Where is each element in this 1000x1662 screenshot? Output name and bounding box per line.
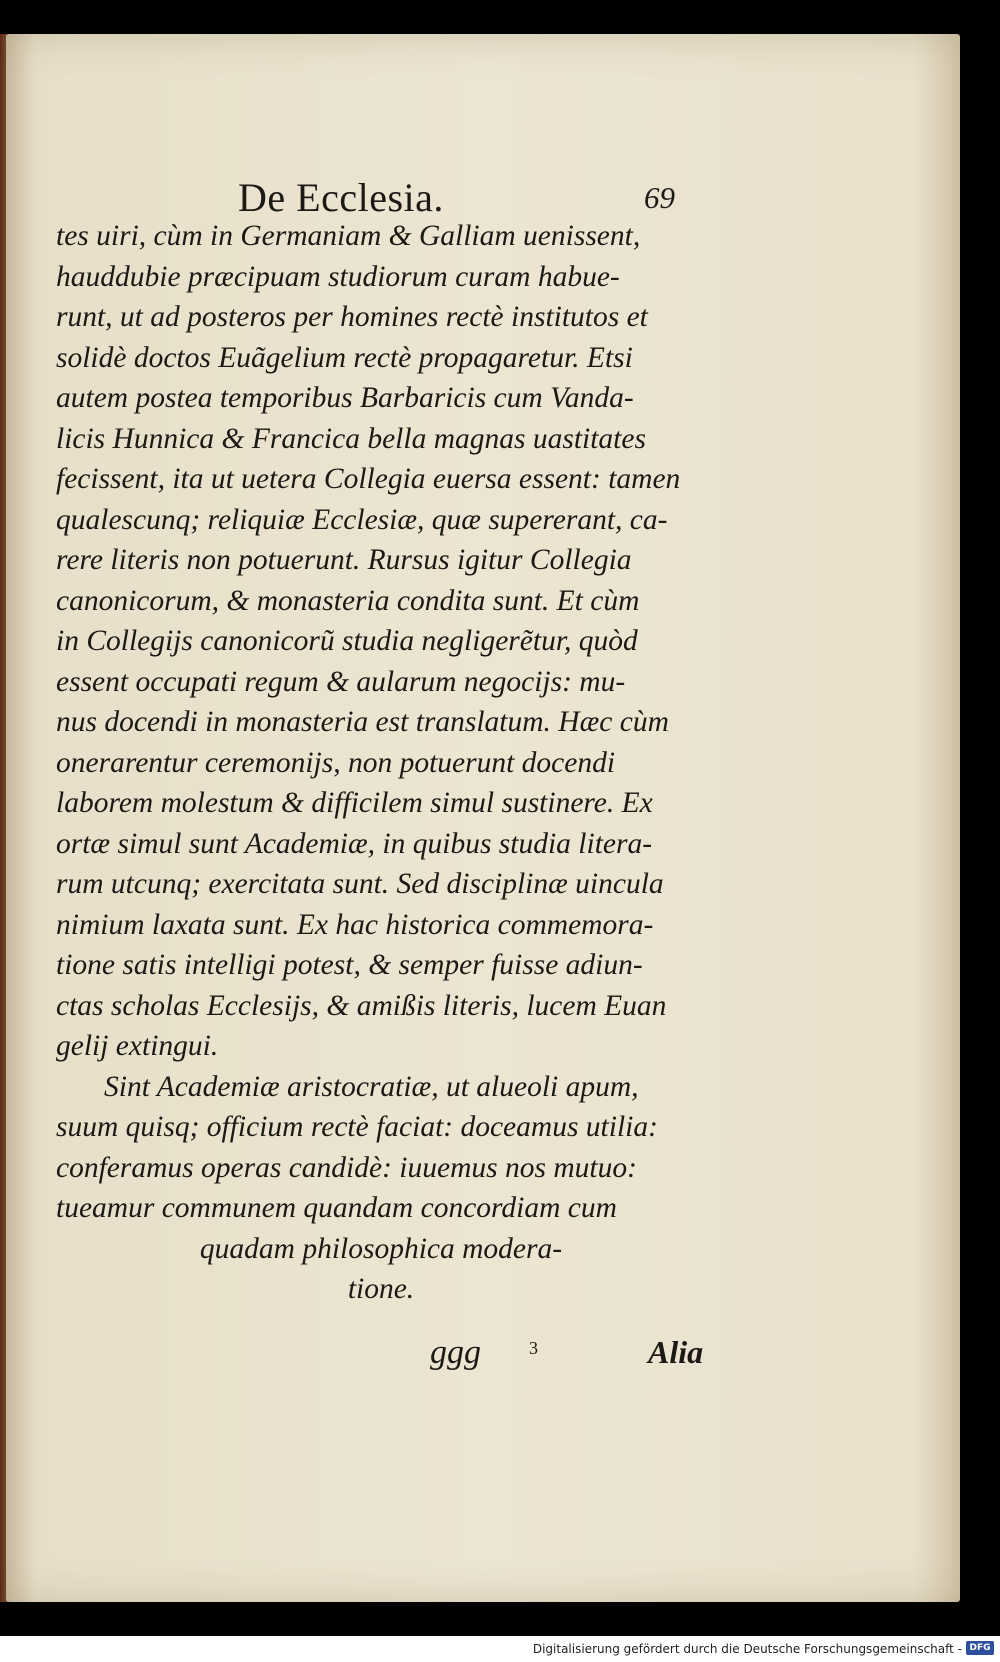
text-line: rum utcunq; exercitata sunt. Sed disciplinæ uincula bbox=[56, 868, 664, 900]
text-line: nus docendi in monasteria est translatum. Hæc cùm bbox=[56, 706, 669, 738]
page-footer bbox=[6, 1334, 960, 1384]
closing-line: quadam philosophica modera- bbox=[199, 1232, 563, 1265]
body-text bbox=[56, 216, 706, 1310]
text-line: autem postea temporibus Barbaricis cum Vanda- bbox=[56, 382, 634, 414]
text-line: laborem molestum & difficilem simul sustinere. Ex bbox=[56, 787, 653, 819]
catchword: Alia bbox=[648, 1334, 704, 1370]
text-line: solidè doctos Euãgelium rectè propagaretur. Etsi bbox=[56, 341, 633, 374]
text-line: qualescunq; reliquiæ Ecclesiæ, quæ supererant, ca- bbox=[56, 503, 668, 536]
text-line: runt, ut ad posteros per homines rectè institutos et bbox=[56, 301, 648, 333]
text-line: tes uiri, cùm in Germaniam & Galliam uenissent, bbox=[56, 220, 641, 252]
book-page bbox=[6, 34, 960, 1602]
funding-credit: Digitalisierung gefördert durch die Deutsche Forschungsgemeinschaft - bbox=[532, 1642, 962, 1656]
closing-line: suum quisq; officium rectè faciat: doceamus utilia: bbox=[56, 1111, 658, 1143]
text-line: canonicorum, & monasteria condita sunt. Et cùm bbox=[56, 584, 640, 617]
text-line: onerarentur ceremonijs, non potuerunt docendi bbox=[56, 746, 616, 779]
text-line: essent occupati regum & aularum negocijs: mu- bbox=[56, 665, 626, 698]
running-title: De Ecclesia. bbox=[238, 175, 444, 220]
text-line: fecissent, ita ut uetera Collegia euersa essent: tamen bbox=[56, 463, 681, 495]
dfg-logo-icon: DFG bbox=[966, 1641, 994, 1655]
text-line: ctas scholas Ecclesijs, & amißis literis, lucem Euan bbox=[56, 989, 667, 1022]
text-line: licis Hunnica & Francica bella magnas uastitates bbox=[56, 422, 646, 455]
text-line: rere literis non potuerunt. Rursus igitur Collegia bbox=[56, 544, 632, 576]
credit-bar bbox=[0, 1636, 1000, 1662]
text-line: gelij extingui. bbox=[56, 1030, 219, 1062]
text-line: hauddubie præcipuam studiorum curam habue- bbox=[56, 260, 620, 293]
signature-number: 3 bbox=[529, 1338, 538, 1358]
text-line: ortæ simul sunt Academiæ, in quibus studia litera- bbox=[56, 827, 653, 860]
closing-line: conferamus operas candidè: iuuemus nos mutuo: bbox=[56, 1151, 637, 1184]
text-line: in Collegijs canonicorũ studia negligerẽtur, quòd bbox=[56, 625, 638, 657]
closing-line: Sint Academiæ aristocratiæ, ut alueoli apum, bbox=[104, 1070, 639, 1103]
signature-mark: ggg bbox=[430, 1334, 481, 1371]
page-number: 69 bbox=[644, 180, 675, 215]
text-line: tione satis intelligi potest, & semper fuisse adiun- bbox=[56, 949, 643, 981]
closing-line: tueamur communem quandam concordiam cum bbox=[56, 1192, 617, 1224]
text-line: nimium laxata sunt. Ex hac historica commemora- bbox=[56, 908, 654, 941]
closing-line: tione. bbox=[347, 1273, 415, 1305]
